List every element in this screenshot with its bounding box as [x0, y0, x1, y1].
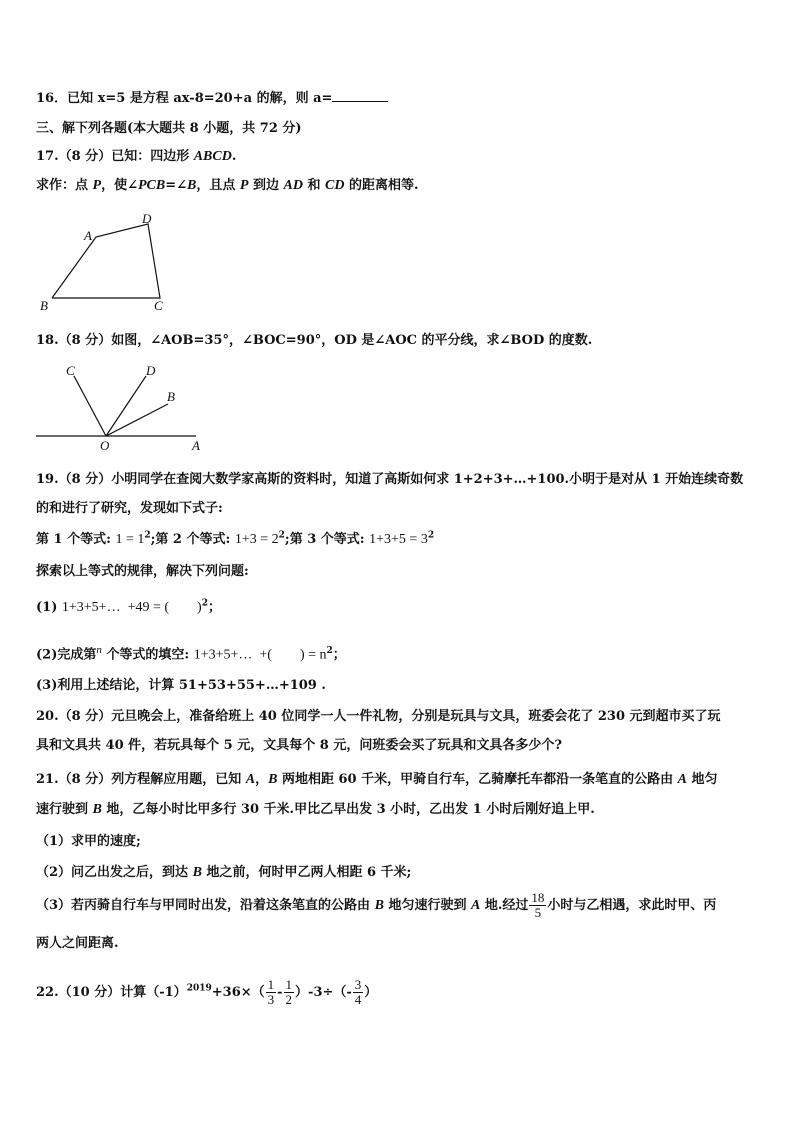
- question-19-part-1: (1) 1+3+5+… +49 = ( )$^2$；: [36, 598, 221, 615]
- question-19-part-3: (3)利用上述结论，计算 51+53+55+…+109 .: [36, 678, 326, 693]
- question-21-sub-3-line-2: 两人之间距离.: [36, 936, 119, 951]
- ray-od: [106, 376, 146, 436]
- question-22: 22.（10 分）计算$(-1)^{2019}+36\times$（ $\frac{1}{3}$ - $\frac{1}{2}$ ）-3÷（- $\frac{3}{4}$ ）: [36, 977, 378, 1007]
- fraction-1-2: $\frac{1}{2}$: [285, 977, 293, 1007]
- question-16: [36, 89, 388, 108]
- section-heading: 三、解下列各题(本大题共 8 小题，共 72 分): [36, 121, 302, 136]
- question-19-part-2: (2)完成第$^n$ 个等式的填空: 1+3+5+… +( ) = $n^2$；: [36, 644, 346, 663]
- answer-blank: [332, 89, 388, 102]
- fraction-18-5: $\frac{18}{5}$: [531, 890, 545, 920]
- question-17-line-2: 求作：点 P，使∠PCB=∠B，且点 P 到边 AD 和 CD 的距离相等.: [36, 178, 419, 193]
- question-19-line-2: 的和进行了研究，发现如下式子:: [36, 501, 223, 516]
- question-21-line-2: 速行驶到 B 地，乙每小时比甲多行 30 千米.甲比乙早出发 3 小时，乙出发 1 小时后刚好追上甲.: [36, 802, 595, 817]
- question-21-sub-1: （1）求甲的速度;: [36, 834, 141, 849]
- question-21-sub-2: （2）问乙出发之后，到达 B 地之前，何时甲乙两人相距 6 千米;: [36, 865, 412, 880]
- question-21-line-1: 21.（8 分）列方程解应用题，已知 A，B 两地相距 60 千米，甲骑自行车，乙骑摩托车都沿一条笔直的公路由 A 地匀: [36, 772, 718, 787]
- fraction-3-4: $\frac{3}{4}$: [354, 977, 362, 1007]
- angle-figure: [36, 362, 211, 454]
- question-20-line-1: 20.（8 分）元旦晚会上，准备给班上 40 位同学一人一件礼物，分别是玩具与文具，班委会花了 230 元到超市买了玩: [36, 709, 721, 724]
- question-21-sub-3: （3）若丙骑自行车与甲同时出发，沿着这条笔直的公路由 B 地匀速行驶到 A 地.经过 $\frac{18}{5}$ 小时与乙相遇，求此时甲、丙: [36, 890, 717, 920]
- quadrilateral-figure: [36, 210, 176, 316]
- vertex-label-a: A: [84, 228, 92, 243]
- ray-oc: [74, 376, 106, 436]
- question-17-line-1: 17.（8 分）已知：四边形 ABCD.: [36, 149, 237, 164]
- ray-ob: [106, 404, 168, 436]
- point-label-o: O: [100, 438, 110, 453]
- question-16-text: 16．已知 x=5 是方程 ax-8=20+a 的解，则 a=: [36, 91, 333, 106]
- question-19-line-1: 19.（8 分）小明同学在查阅大数学家高斯的资料时，知道了高斯如何求 1+2+3+…+100.小明于是对从 1 开始连续奇数: [36, 472, 744, 487]
- point-label-a: A: [192, 438, 200, 453]
- quadrilateral-outline: [52, 224, 160, 298]
- question-18: 18.（8 分）如图，∠AOB=35°，∠BOC=90°，OD 是∠AOC 的平分线，求∠BOD 的度数.: [36, 333, 593, 348]
- point-label-c: C: [66, 363, 75, 378]
- question-20-line-2: 具和文具共 40 件，若玩具每个 5 元，文具每个 8 元，问班委会买了玩具和文具各多少个?: [36, 738, 562, 753]
- question-19-equations: 第 1 个等式: $1 = 1^2$;第 2 个等式: $1+3 = 2^2$;第 3 个等式: $1+3+5 = 3^2$: [36, 530, 435, 547]
- vertex-label-c: C: [154, 298, 163, 313]
- question-19-instruction: 探索以上等式的规律，解决下列问题:: [36, 564, 249, 579]
- vertex-label-b: B: [40, 298, 48, 313]
- vertex-label-d: D: [142, 211, 152, 226]
- point-label-d: D: [146, 363, 156, 378]
- fraction-1-3: $\frac{1}{3}$: [267, 977, 275, 1007]
- point-label-b: B: [167, 389, 175, 404]
